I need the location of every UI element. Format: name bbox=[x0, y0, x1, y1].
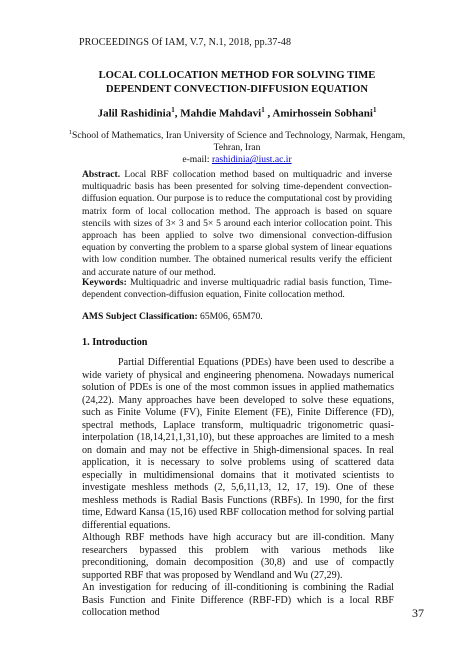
abstract bbox=[82, 169, 392, 279]
paragraph: Although RBF methods have high accuracy but are ill-condition. Many researchers bypassed this problem with various methods like preconditioning, domain decomposition (30,8) and use of compactly supported RBF that was proposed by Wendland and Wu (27,29). bbox=[82, 532, 394, 581]
author-separator: , bbox=[174, 107, 181, 120]
affiliation-marker: 1 bbox=[68, 129, 73, 136]
abstract-label: Abstract. bbox=[82, 169, 121, 180]
author-2: Mahdie Mahdavi bbox=[180, 107, 262, 120]
email-line bbox=[40, 154, 434, 166]
paragraph: An investigation for reducing of ill-conditioning is combining the Radial Basis Function and Finite Difference (RBF-FD) which is a local RBF collocation method bbox=[82, 582, 394, 618]
email-label: e-mail: bbox=[182, 154, 212, 166]
affiliation-line-2: Tehran, Iran bbox=[213, 142, 261, 154]
author-3: Amirhossein Sobhani bbox=[272, 107, 373, 120]
title-line-2: DEPENDENT CONVECTION-DIFFUSION EQUATION bbox=[105, 84, 369, 95]
page-number: 37 bbox=[412, 606, 424, 620]
paragraph: Partial Differential Equations (PDEs) have been used to describe a wide variety of physical and engineering phenomena. Nowadays numerical solution of PDEs is one of the most common issues in applied mathematics (24,22). Many approaches have been developed to solve these equations, such as Finite Volume (FV), Finite Element (FE), Finite Difference (FD), spectral methods, Laplace transform, multiquadric trigonometric quasi-interpolation (18,14,21,1,31,10), but these approaches are limited to a mesh on domain and may not be effective in 5high-dimensional spaces. In real application, it is necessary to solve problems using of scattered data especially in multidimensional domains that it motivated scientists to investigate meshless methods (2, 5,6,11,13, 12, 17, 19). One of these meshless methods is Radial Basis Functions (RBFs). In 1990, for the first time, Edward Kansa (15,16) used RBF collocation method for solving partial differential equations. bbox=[82, 357, 394, 531]
keywords bbox=[82, 277, 392, 302]
affiliation bbox=[40, 127, 434, 166]
author-2-affil: 1 bbox=[261, 106, 265, 114]
author-list bbox=[40, 106, 434, 120]
keywords-label: Keywords: bbox=[82, 277, 127, 288]
keywords-text: Multiquadric and inverse multiquadric radial basis function, Time-dependent convection-diffusion equation, Finite collocation method. bbox=[82, 277, 392, 301]
ams-label: AMS Subject Classification: bbox=[82, 311, 198, 322]
author-1: Jalil Rashidinia bbox=[97, 107, 172, 120]
introduction-body bbox=[82, 357, 394, 620]
author-separator: , bbox=[264, 107, 273, 120]
email-link[interactable]: rashidinia@iust.ac.ir bbox=[211, 154, 292, 166]
title-line-1: LOCAL COLLOCATION METHOD FOR SOLVING TIME bbox=[98, 70, 376, 81]
ams-classification bbox=[82, 311, 392, 322]
proceedings-header: PROCEEDINGS Of IAM, V.7, N.1, 2018, pp.37-48 bbox=[79, 37, 292, 48]
affiliation-line-1: $^1$School of Mathematics, Iran University of Science and Technology, Narmak, Hengam, bbox=[68, 129, 406, 142]
ams-codes: 65M06, 65M70. bbox=[197, 311, 263, 322]
abstract-text: Local RBF collocation method based on multiquadric and inverse multiquadric basis has been presented for solving time-dependent convection-diffusion equation. Our purpose is to reduce the computational cost by providing matrix form of local collocation method. The approach is based on square stencils with sizes of 3× 3 and 5× 5 around each interior collocation point. This approach has been applied to solve two dimensional convection-diffusion equation by converting the problem to a sparse global system of linear equations with low condition number. The obtained numerical results verify the efficient and accurate nature of our method. bbox=[82, 169, 392, 278]
author-3-affil: 1 bbox=[372, 106, 377, 114]
paper-title bbox=[40, 69, 434, 97]
section-heading-introduction: 1. Introduction bbox=[82, 337, 148, 348]
author-1-affil: 1 bbox=[171, 106, 175, 114]
